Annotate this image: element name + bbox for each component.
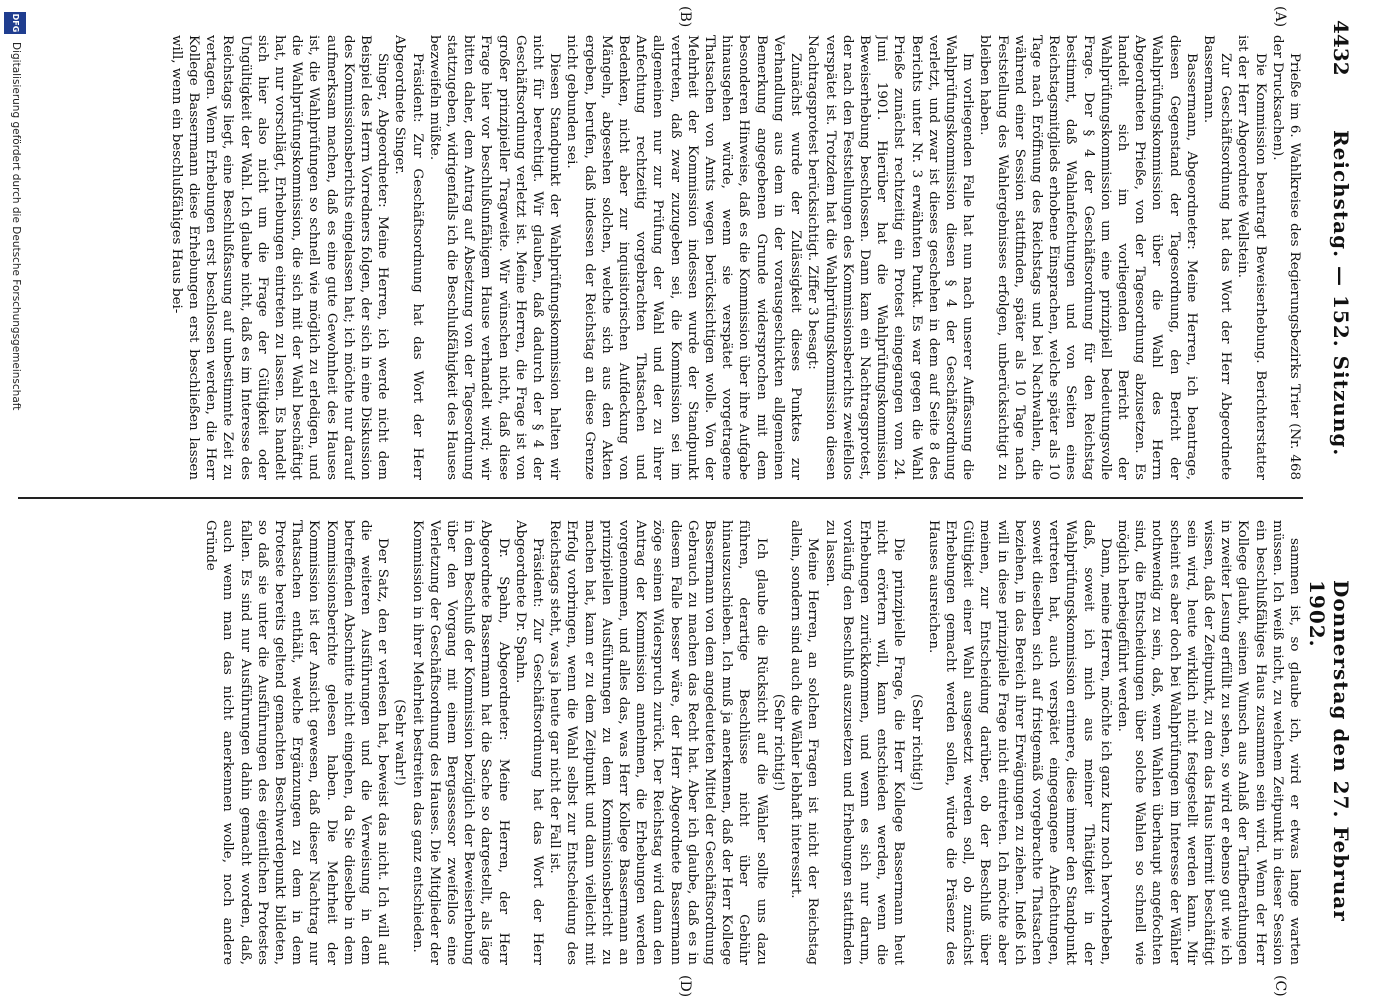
page-number: 4432: [1329, 20, 1353, 76]
paragraph: Der Satz, den er verlesen hat, beweist das nicht. Ich will auf die weiteren Ausführungen und die Verweisung in dem betreffenden Abschnitte nicht eingehen, da Sie dieselbe in dem Kommissionsberichte gelesen haben. Die Mehrheit der Kommission ist der Ansicht gewesen, daß dieser Nachtrag nur Thatsachen enthält, welche Ergänzungen zu dem in dem Proteste bereits geltend gemachten Beschwerdepunkt bildeten, so daß sie unter die Ausführungen des eigentlichen Protestes fallen. Es sind nur Ausführungen dahin gemacht worden, daß, auch wenn man das nicht anerkennen wolle, noch andere Gründe: [203, 520, 391, 965]
page-header: [1305, 20, 1358, 970]
paragraph: Präsident: Zur Geschäftsordnung hat das Wort der Herr Abgeordnete Singer.: [392, 35, 425, 480]
margin-mark-b: (B): [677, 6, 693, 28]
paragraph: Singer, Abgeordneter: Meine Herren, ich werde nicht dem Beispiel des Herrn Vorredners folgen, der sich in eine Diskussion des Kommissionsberichts eingelassen hat; ich möchte nur darauf aufmerksam machen, daß es eine gute Gewohnheit des Hauses ist, die Wahlprüfungen so schnell wie möglich zu erledigen, und die Wahlprüfungskommission, die sich mit der Wahl beschäftigt hat, nur vorschlägt, Erhebungen eintreten zu lassen. Es handelt sich hier also nicht um die Frage der Gültigkeit oder Ungültigkeit der Wahl. Ich glaube nicht, daß es im Interesse des Reichstags liegt, eine Beschlußfassung auf unbestimmte Zeit zu vertagen. Wenn Erhebungen erst beschlossen werden, die Herr Kollege Bassermann diese Erhebungen erst beschließen lassen will, wenn ein beschlußfähiges Haus bei-: [168, 35, 391, 480]
paragraph: Dr. Spahn, Abgeordneter: Meine Herren, der Herr Abgeordnete Bassermann hat die Sache so dargestellt, als läge in dem Beschluß der Kommission bezüglich der Beweiserhebung über den Vorgang mit einem Bergassessor zweifellos eine Verletzung der Geschäftsordnung des Hauses. Die Mitglieder der Kommission in ihrer Mehrheit bestreiten das ganz entschieden.: [409, 520, 511, 965]
paragraph: Prieße im 6. Wahlkreise des Regierungsbezirks Trier (Nr. 468 der Drucksachen).: [1269, 35, 1302, 480]
paragraph: Diesen Standpunkt der Wahlprüfungskommission halten wir nicht für berechtigt. Wir glauben, daß dadurch der § 4 der Geschäftsordnung verletzt ist. Meine Herren, die Frage ist von großer prinzipieller Tragweite. Wir wünschen nicht, daß diese Frage hier vor beschlußunfähigem Hause verhandelt wird; wir bitten daher, dem Antrag auf Absetzung von der Tagesordnung stattzugeben, widrigenfalls ich die Beschlußfähigkeit des Hauses bezweifeln müßte.: [426, 35, 563, 480]
paragraph: Ich glaube die Rücksicht auf die Wähler sollte uns dazu führen, derartige Beschlüsse nicht über Gebühr hinauszuschieben. Ich muß ja anerkennen, daß der Herr Kollege Bassermann von dem angedeuteten Mittel der Geschäftsordnung Gebrauch zu machen das Recht hat. Aber ich glaube, daß es in diesem Falle besser wäre, der Herr Abgeordnete Bassermann zöge seinen Widerspruch zurück. Der Reichstag wird dann den Antrag der Kommission annehmen, die Erhebungen werden vorgenommen, und alles das, was Herr Kollege Bassermann an prinzipiellen Ausführungen zu dem Kommissionsbericht zu machen hat, kann er zu dem Zeitpunkt und dann vielleicht mit Erfolg vorbringen, wenn die Wahl selbst zur Entscheidung des Reichstags steht, was ja heute gar nicht der Fall ist.: [547, 520, 769, 965]
page-footer: [0, 0, 28, 1000]
margin-mark-d: (D): [677, 975, 693, 998]
paragraph: Zunächst wurde der Zulässigkeit dieses Punktes zur Verhandlung aus dem in der vorausgeschickten allgemeinen Bemerkung angegebenen Grunde widersprochen mit dem besonderen Hinweise, daß es die Kommission über ihre Aufgabe hinausgehen würde, wenn sie verspätet vorgetragene Thatsachen von Amts wegen berücksichtigen wolle. Von der Mehrheit der Kommission indessen wurde der Standpunkt vertreten, daß zwar zuzugeben sei, die Kommission sei im allgemeinen nur zur Prüfung der Wahl und der zu ihrer Anfechtung rechtzeitig vorgebrachten Thatsachen und Bedenken, nicht aber zur inquisitorischen Aufdeckung von Mängeln, abgesehen solchen, welche sich aus den Akten ergeben, berufen, daß indessen der Reichstag an diese Grenze nicht gebunden sei.: [564, 35, 804, 480]
paragraph: Dann, meine Herren, möchte ich ganz kurz noch hervorheben, daß, soweit ich mich aus meiner Thätigkeit in der Wahlprüfungskommission erinnere, diese immer den Standpunkt vertreten hat, auch verspätet eingegangene Anfechtungen, soweit dieselben sich auf fristgemäß vorgebrachte Thatsachen beziehen, in das Bereich ihrer Erwägungen zu ziehen. Indeß ich will in diese prinzipielle Frage nicht eintreten. Ich möchte aber meinen, zur Entscheidung darüber, ob der Beschluß über Gültigkeit einer Wahl ausgesetzt werden soll, ob zunächst Erhebungen gemacht werden sollen, würde die Präsenz des Hauses ausreichen.: [925, 520, 1113, 965]
paragraph: Im vorliegenden Falle hat nun nach unserer Auffassung die Wahlprüfungskommission diesen § 4 der Geschäftsordnung verletzt, und zwar ist dieses geschehen in dem auf Seite 8 des Berichts unter Nr. 3 erwähnten Punkt. Es war gegen die Wahl Prieße zunächst rechtzeitig ein Protest eingegangen vom 24. Juni 1901. Hierüber hat die Wahlprüfungskommission Beweiserhebung beschlossen. Dann kam ein Nachtragsprotest, der nach den Feststellungen des Kommissionsberichts zweifellos verspätet ist. Trotzdem hat die Wahlprüfungskommission diesen Nachtragsprotest berücksichtigt. Ziffer 3 besagt:: [805, 35, 976, 480]
interjection: (Sehr wahr!): [392, 699, 408, 786]
paragraph: sammen ist, so glaube ich, wird er etwas lange warten müssen. Ich weiß nicht, zu welchem Zeitpunkt in dieser Session ein beschlußfähiges Haus zusammen sein wird. Wenn der Herr Kollege glaubt, seinen Wunsch aus Anlaß der Tarifberathungen in zweiter Lesung erfüllt zu sehen, so wird er ebenso gut wie ich wissen, daß der Zeitpunkt, zu dem das Haus hiermit beschäftigt sein wird, heute wirklich nicht festgestellt werden kann. Mir scheint es aber doch bei Wahlprüfungen im Interesse der Wähler nothwendig zu sein, daß, wenn Wahlen überhaupt angefochten sind, die Entscheidungen über solche Wahlen so schnell wie möglich herbeigeführt werden.: [1114, 520, 1302, 965]
header-date: Donnerstag den 27. Februar 1902.: [1305, 580, 1353, 922]
interjection: (Sehr richtig!): [770, 693, 786, 792]
digitization-credit: Digitalisierung gefördert durch die Deutsche Forschungsgemeinschaft: [10, 42, 22, 411]
interjection: (Sehr richtig!): [908, 693, 924, 792]
header-session: Reichstag. — 152. Sitzung.: [1329, 130, 1353, 457]
dfg-logo: DFG: [4, 12, 26, 34]
paragraph: Die prinzipielle Frage, die Herr Kollege Bassermann heut nicht erörtern will, kann entschieden werden, wenn die Erhebungen zurückkommen, und wenn es sich nur darum, vorläufig den Beschluß auszusetzen und Erhebungen stattfinden zu lassen.: [822, 520, 907, 965]
margin-mark-a: (A): [1272, 6, 1288, 28]
paragraph: Die Kommission beantragt Beweiserhebung. Berichterstatter ist der Herr Abgeordnete Wellstein.: [1235, 35, 1268, 480]
left-column: [18, 35, 1303, 480]
paragraph: Präsident: Zur Geschäftsordnung hat das Wort der Herr Abgeordnete Dr. Spahn.: [512, 520, 546, 965]
paragraph: Meine Herren, an solchen Fragen ist nicht der Reichstag allein, sondern sind auch die Wähler lebhaft interessirt.: [788, 520, 821, 965]
column-divider: [18, 497, 1303, 499]
paragraph: Bassermann, Abgeordneter: Meine Herren, ich beantrage, diesen Gegenstand der Tagesordnung, den Bericht der Wahlprüfungskommission über die Wahl des Herrn Abgeordneten Prieße, von der Tagesordnung abzusetzen. Es handelt sich im vorliegenden Bericht der Wahlprüfungskommission um eine prinzipiell bedeutungsvolle Frage. Der § 4 der Geschäftsordnung für den Reichstag bestimmt, daß Wahlanfechtungen und von Seiten eines Reichstagsmitglieds erhobene Einsprachen, welche später als 10 Tage nach Eröffnung des Reichstags und bei Nachwahlen, die während einer Session stattfinden, später als 10 Tage nach Feststellung des Wahlergebnisses erfolgen, unberücksichtigt zu bleiben haben.: [977, 35, 1199, 480]
margin-mark-c: (C): [1272, 975, 1288, 997]
paragraph: Zur Geschäftsordnung hat das Wort der Herr Abgeordnete Bassermann.: [1200, 35, 1234, 480]
right-column: [18, 520, 1303, 965]
